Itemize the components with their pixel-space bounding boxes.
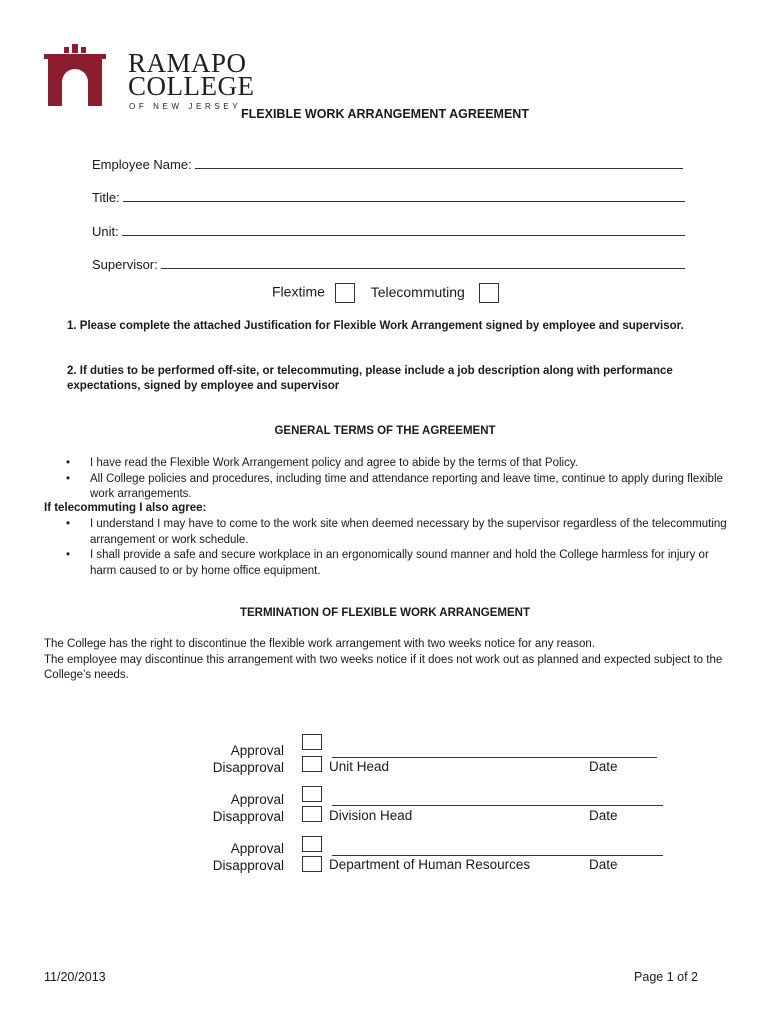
unit-head-approval-checkbox[interactable] [302, 734, 322, 750]
employee-name-label: Employee Name: [92, 157, 192, 172]
termination-heading: TERMINATION OF FLEXIBLE WORK ARRANGEMENT [239, 607, 531, 619]
employee-name-field[interactable] [92, 156, 683, 172]
document-title: FLEXIBLE WORK ARRANGEMENT AGREEMENT [241, 107, 529, 121]
approval-label: Approval [230, 743, 284, 758]
title-field[interactable] [92, 189, 685, 205]
flextime-label: Flextime [272, 283, 325, 300]
logo-word-ramapo: RAMAPO [128, 48, 247, 78]
bullet-icon: • [66, 549, 71, 561]
page-number: Page 1 of 2 [634, 970, 698, 984]
employee-name-line[interactable] [195, 156, 683, 169]
disapproval-label: Disapproval [212, 858, 284, 873]
list-item [66, 548, 728, 579]
termination-line-2: The employee may discontinue this arrangement with two weeks notice if it does not work out as planned and expected subject to the College’s needs. [44, 653, 723, 681]
logo-word-college: COLLEGE [128, 71, 255, 101]
unit-label: Unit: [92, 224, 119, 239]
unit-head-date-label: Date [589, 759, 618, 774]
telecommuting-checkbox[interactable] [479, 283, 499, 303]
telecommuting-label: Telecommuting [370, 283, 465, 300]
bullet-icon: • [66, 472, 71, 485]
hr-disapproval-checkbox[interactable] [302, 856, 322, 872]
division-head-signature-line[interactable] [332, 805, 663, 806]
division-head-disapproval-checkbox[interactable] [302, 806, 322, 822]
bullet-icon: • [66, 457, 71, 469]
unit-field[interactable] [92, 223, 685, 239]
approval-block-unit-head [213, 742, 284, 776]
flextime-checkbox[interactable] [335, 283, 355, 303]
bullet-icon: • [66, 518, 71, 530]
unit-head-signature-line[interactable] [332, 757, 657, 758]
title-line[interactable] [123, 189, 685, 202]
telecommuting-terms-list [66, 517, 728, 579]
supervisor-label: Supervisor: [92, 257, 158, 272]
hr-signature-line[interactable] [332, 855, 663, 856]
logo-subtitle: OF NEW JERSEY [129, 102, 242, 111]
list-item-text: I understand I may have to come to the work site when deemed necessary by the supervisor regardless of the telecommuting arrangement or work schedule. [90, 518, 727, 546]
termination-line-1: The College has the right to discontinue the flexible work arrangement with two weeks notice for any reason. [44, 638, 596, 650]
unit-head-disapproval-checkbox[interactable] [302, 756, 322, 772]
list-item-text: I have read the Flexible Work Arrangement policy and agree to abide by the terms of that Policy. [90, 457, 578, 469]
list-item [66, 472, 728, 503]
hr-label: Department of Human Resources [329, 857, 531, 872]
instruction-1: 1. Please complete the attached Justification for Flexible Work Arrangement signed by employee and supervisor. [67, 320, 684, 332]
division-head-label: Division Head [329, 808, 413, 823]
general-terms-heading: GENERAL TERMS OF THE AGREEMENT [274, 425, 496, 437]
list-item-text: I shall provide a safe and secure workplace in an ergonomically sound manner and hold the College harmless for injury or harm caused to or by home office equipment. [90, 549, 709, 577]
disapproval-label: Disapproval [212, 760, 284, 775]
list-item [66, 456, 728, 472]
disapproval-label: Disapproval [212, 809, 284, 824]
list-item [66, 517, 728, 548]
college-logo [44, 44, 255, 116]
unit-head-label: Unit Head [329, 759, 390, 774]
approval-block-division-head [213, 791, 284, 825]
supervisor-line[interactable] [161, 256, 685, 269]
division-head-approval-checkbox[interactable] [302, 786, 322, 802]
unit-line[interactable] [122, 223, 685, 236]
telecommuting-heading: If telecommuting I also agree: [44, 502, 207, 514]
supervisor-field[interactable] [92, 256, 685, 272]
hr-date-label: Date [589, 857, 618, 872]
approval-label: Approval [230, 792, 284, 807]
revision-date: 11/20/2013 [44, 970, 106, 984]
general-terms-list [66, 456, 728, 503]
division-head-date-label: Date [589, 808, 618, 823]
list-item-text: All College policies and procedures, including time and attendance reporting and leave time, continue to apply during flexible work arrangements. [90, 472, 723, 500]
termination-text [44, 637, 744, 684]
approval-label: Approval [230, 841, 284, 856]
title-label: Title: [92, 190, 120, 205]
archway-logo-icon [44, 44, 122, 108]
hr-approval-checkbox[interactable] [302, 836, 322, 852]
instruction-2: 2. If duties to be performed off-site, or telecommuting, please include a job description along with performance expectations, signed by employee and supervisor [67, 365, 673, 392]
arrangement-type-row [272, 283, 499, 303]
approval-block-human-resources [213, 840, 284, 874]
